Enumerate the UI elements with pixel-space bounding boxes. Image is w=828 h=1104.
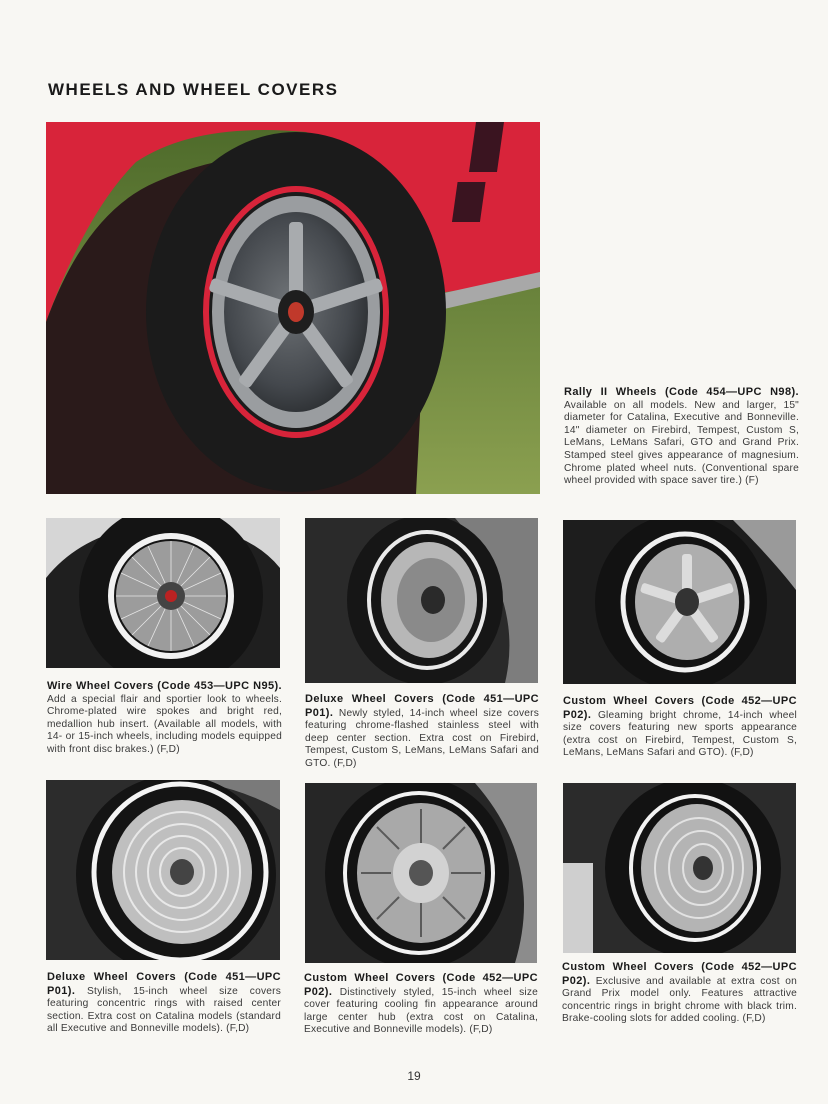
caption-title: Wire Wheel Covers (Code 453—UPC N95). (47, 680, 282, 692)
custom-wheel-cover-15-photo (305, 783, 537, 963)
deluxe-wheel-cover-14-photo (305, 518, 538, 683)
custom-wheel-cover-grand-prix-caption (562, 961, 797, 1026)
deluxe-wheel-cover-15-photo (46, 780, 280, 960)
custom-wheel-cover-14-photo (563, 520, 796, 684)
caption-title: Rally II Wheels (Code 454—UPC N98). (564, 386, 799, 398)
custom-wheel-cover-14-caption (563, 695, 797, 760)
caption-title: Deluxe Wheel Covers (Code 451—UPC P01). (47, 971, 281, 997)
custom-wheel-cover-grand-prix-photo (563, 783, 796, 953)
caption-text: Stylish, 15-inch wheel size covers featuring concentric rings with raised center section. Extra cost on Catalina models (standard all Executive and Bonneville models). (F,D) (47, 985, 281, 1035)
caption-title: Custom Wheel Covers (Code 452—UPC P02). (562, 961, 797, 987)
caption-text: Available on all models. New and larger, 15" diameter for Catalina, Executive and Bonneville. 14" diameter on Firebird, Tempest, Custom S, LeMans, LeMans Safari, GTO and Grand Prix. Stamped steel gives appearance of magnesium. Chrome plated wheel nuts. (Conventional spare wheel provided with space saver tire.) (F) (564, 399, 799, 487)
caption-text: Newly styled, 14-inch wheel size covers featuring chrome-flashed stainless steel with deep center section. Extra cost on Firebird, Tempest, Custom S, LeMans, LeMans Safari and GTO. (F,D) (305, 707, 539, 769)
caption-title: Custom Wheel Covers (Code 452—UPC P02). (563, 695, 797, 721)
deluxe-wheel-cover-15-caption (47, 971, 281, 1036)
rally-wheel-caption (564, 386, 799, 488)
caption-text: Exclusive and available at extra cost on Grand Prix model only. Features attractive concentric rings in bright chrome with black trim. Brake-cooling slots for added cooling. (F,D) (562, 975, 797, 1025)
caption-text: Add a special flair and sportier look to wheels. Chrome-plated wire spokes and bright red, medallion hub insert. (Available all models, with 14- or 15-inch wheels, including models equipped with front disc brakes.) (F,D) (47, 693, 282, 755)
caption-text: Distinctively styled, 15-inch wheel size cover featuring cooling fin appearance around large center hub (extra cost on Catalina, Executive and Bonneville models). (F,D) (304, 986, 538, 1036)
rally-wheel-photo (46, 122, 540, 494)
wire-wheel-caption (47, 680, 282, 757)
wire-wheel-photo (46, 518, 280, 668)
page-title: WHEELS AND WHEEL COVERS (48, 80, 339, 99)
caption-text: Gleaming bright chrome, 14-inch wheel size covers featuring new sports appearance (extra cost on Firebird, Tempest, Custom S, LeMans, LeMans Safari and GTO). (F,D) (563, 709, 797, 759)
caption-title: Deluxe Wheel Covers (Code 451—UPC P01). (305, 693, 539, 719)
deluxe-wheel-cover-14-caption (305, 693, 539, 771)
custom-wheel-cover-15-caption (304, 972, 538, 1037)
page-number: 19 (407, 1069, 421, 1083)
caption-title: Custom Wheel Covers (Code 452—UPC P02). (304, 972, 538, 998)
